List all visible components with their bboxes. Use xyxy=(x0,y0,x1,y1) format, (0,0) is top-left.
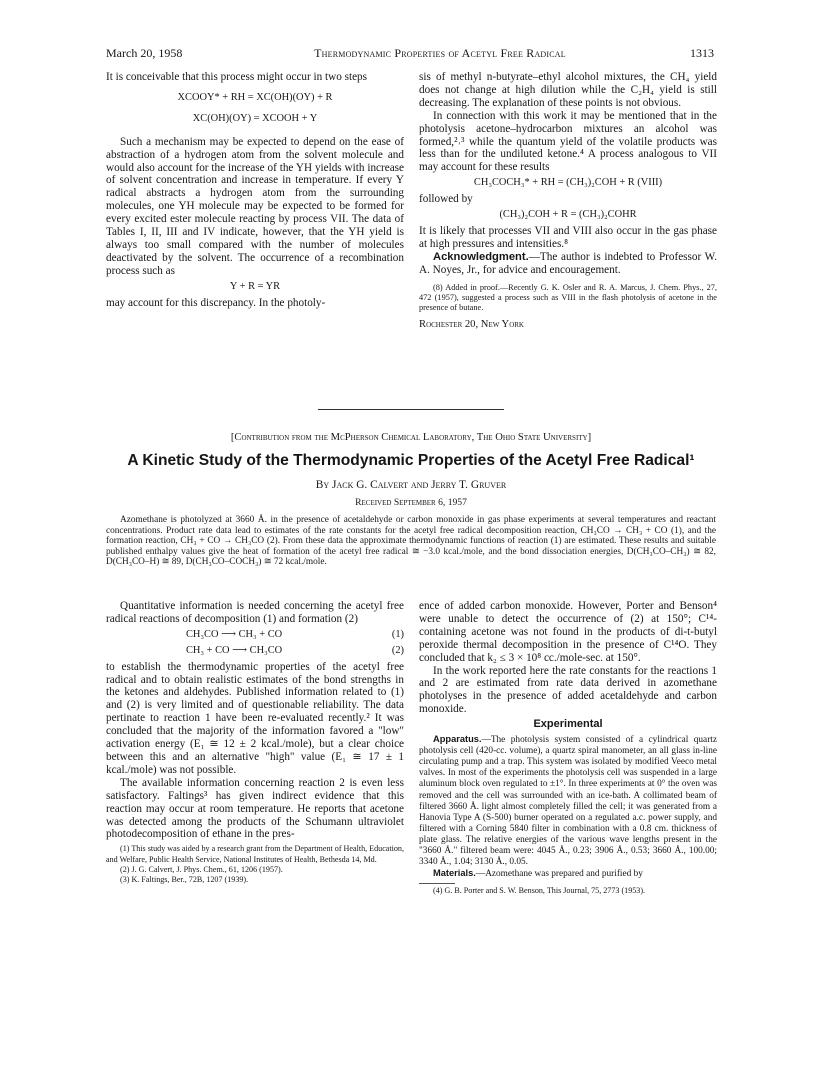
footnote: (1) This study was aided by a research grant from the Department of Health, Education, and Welfare, Public Health Service, National Institutes of Health, Bethesda 14, Md. xyxy=(106,844,404,864)
paragraph: sis of methyl n-butyrate–ethyl alcohol mixtures, the CH₄ yield does not change at high dilution while the C₂H₄ yield is still decreasing. The explanation of these points is not obvious. xyxy=(419,71,717,109)
apparatus-heading: Apparatus. xyxy=(433,734,482,745)
paragraph: In connection with this work it may be mentioned that in the photolysis acetone–hydrocarbon mixtures an alcohol was formed,²˒³ while the quantum yield of the volatile products was less than for the undiluted ketone.⁴ A process analogous to VII may account for these results xyxy=(419,109,717,174)
paragraph: Quantitative information is needed concerning the acetyl free radical reactions of decomposition (1) and formation (2) xyxy=(106,600,404,625)
byline: By Jack G. Calvert and Jerry T. Gruver xyxy=(315,479,507,491)
equation: CH₃CO ⟶ CH₃ + CO xyxy=(186,628,283,640)
paragraph: In the work reported here the rate constants for the reactions 1 and 2 are estimated from rate data derived in azomethane photolyses in the presence of added acetaldehyde and carbon monoxide. xyxy=(419,664,717,716)
footnote: (8) Added in proof.—Recently G. K. Osler and R. A. Marcus, J. Chem. Phys., 27, 472 (1957), suggested a process such as VIII in the flash photolysis of acetone in the presence of butane. xyxy=(419,282,717,312)
section-divider xyxy=(318,409,504,410)
equation-number: (1) xyxy=(391,628,404,640)
paragraph: The available information concerning reaction 2 is even less satisfactory. Faltings³ has given indirect evidence that this reaction may occur at room temperature. He reports that acetone was detected among the products of the Schumann ultraviolet photodecomposition of ethane in the pres- xyxy=(106,776,404,841)
footnote: (3) K. Faltings, Ber., 72B, 1207 (1939). xyxy=(120,874,249,884)
paragraph: ence of added carbon monoxide. However, Porter and Benson⁴ were unable to detect the occurrence of (2) at 150°; C¹⁴-containing acetone was not found in the products of di-t-butyl peroxide thermal decomposition in the presence of C¹⁴O. They concluded that k₂ ≤ 3 × 10⁸ cc./mole-sec. at 150°. xyxy=(419,600,717,664)
footnote: (4) G. B. Porter and S. W. Benson, This Journal, 75, 2773 (1953). xyxy=(433,886,646,896)
equation-row xyxy=(106,645,404,658)
contribution-line: [Contribution from the McPherson Chemical Laboratory, The Ohio State University] xyxy=(230,432,592,443)
acknowledgment xyxy=(419,251,717,277)
top-right-column xyxy=(419,71,717,332)
acknowledgment-text: —The author is indebted to Professor W. A. Noyes, Jr., for advice and encouragement. xyxy=(419,250,717,276)
body-left-column xyxy=(106,600,404,885)
affiliation: Rochester 20, New York xyxy=(419,318,524,330)
paragraph: to establish the thermodynamic properties of the acetyl free radical and to obtain realistic estimates of the bond strengths in the ketones and aldehydes. Published information related to (1) and (2) is very limited and of questionable reliability. The data pertinate to reaction 1 have been re-evaluated recently.² It was concluded that the majority of the information favored a "low" activation energy (E₁ ≅ 12 ± 2 kcal./mole), but a clear choice between this and an alternative "high" value (E₁ ≅ 17 ± 1 kcal./mole) was not possible. xyxy=(106,660,404,776)
equation: CH₃ + CO ⟶ CH₃CO xyxy=(186,644,283,656)
paragraph: It is likely that processes VII and VIII also occur in the gas phase at high pressures and intensities.⁸ xyxy=(419,224,717,250)
paragraph: may account for this discrepancy. In the photoly- xyxy=(106,296,326,309)
equation: CH₃COCH₃* + RH = (CH₃)₂COH + R (VIII) xyxy=(473,177,663,189)
footnote-rule xyxy=(419,883,455,884)
acknowledgment-heading: Acknowledgment. xyxy=(433,250,529,263)
equation: XCOOY* + RH = XC(OH)(OY) + R xyxy=(177,91,333,103)
received-date: Received September 6, 1957 xyxy=(355,497,467,508)
equation: XC(OH)(OY) = XCOOH + Y xyxy=(192,112,318,124)
paragraph: followed by xyxy=(419,193,473,206)
section-heading: Experimental xyxy=(533,718,603,731)
materials-paragraph xyxy=(419,868,717,880)
equation: Y + R = YR xyxy=(229,280,281,292)
apparatus-paragraph xyxy=(419,734,717,868)
footnote: (2) J. G. Calvert, J. Phys. Chem., 61, 1206 (1957). xyxy=(120,864,283,874)
equation-number: (2) xyxy=(391,644,404,656)
article-title: A Kinetic Study of the Thermodynamic Properties of the Acetyl Free Radical¹ xyxy=(127,452,695,469)
materials-text: —Azomethane was prepared and purified by xyxy=(475,869,643,880)
header-page-number: 1313 xyxy=(690,46,714,60)
paragraph: It is conceivable that this process might occur in two steps xyxy=(106,71,367,83)
body-right-column xyxy=(419,600,717,896)
equation: (CH₃)₂COH + R = (CH₃)₂COHR xyxy=(499,209,637,221)
top-left-column xyxy=(106,71,404,310)
paragraph: Such a mechanism may be expected to depend on the ease of abstraction of a hydrogen atom from the solvent molecule and would also account for the increase of the YH yields with increase of solvent concentration and increase in temperature. If every Y radical abstracts a hydrogen atom from the surrounding molecules, one YH molecule may be expected to be formed for every excited ester molecule reacting by process VII. The data of Tables I, II, III and IV indicate, however, that the YH yield is always too small compared with the number of molecules deactivated by the solvent. The occurrence of a recombination process such as xyxy=(106,135,404,277)
header-running-title: Thermodynamic Properties of Acetyl Free Radical xyxy=(314,46,566,60)
abstract: Azomethane is photolyzed at 3660 Å. in the presence of acetaldehyde or carbon monoxide in gas phase experiments at several temperatures and reactant concentrations. Product rate data lead to estimates of the rate constants for the acetyl free radical decomposition reaction, CH₃CO → CH₃ + CO (1), and the formation reaction, CH₃ + CO → CH₃CO (2). From these data the approximate thermodynamic functions of reaction (1) are estimated. These results and suitable published enthalpy values give the heat of formation of the acetyl free radical ≅ −3.0 kcal./mole, and the bond dissociation energies, D(CH₃CO–CH₃) ≅ 82, D(CH₃CO–H) ≅ 89, D(CH₃CO–COCH₃) ≅ 72 kcal./mole. xyxy=(106,515,716,568)
header-date: March 20, 1958 xyxy=(106,46,183,60)
materials-heading: Materials. xyxy=(433,868,476,879)
apparatus-text: —The photolysis system consisted of a cylindrical quartz photolysis cell (420-cc. volume), a quartz spiral manometer, an all glass in-line circulating pump and a trap. This system was isolated by modified Veeco metal valves. In most of the experiments the photolysis cell was suspended in a large aluminum block oven regulated to ±1°. In three experiments at 0° the oven was removed and the cell was surrounded with an ice-bath. A collimated beam of filtered 3660 Å. light almost completely filled the cell; it was generated from a Hanovia Type A (S-500) burner operated on a regulated a.c. power supply, and filtered with a Corning 5840 filter in combination with a 0.8 cm. thickness of plate glass. The relative energies of the various wave lengths present in the "3660 Å." filtered beam were: 4045 Å., 0.23; 3906 Å., 0.53; 3660 Å., 100.00; 3340 Å., 1.04; 3130 Å., 0.05. xyxy=(419,735,717,868)
equation-row xyxy=(106,629,404,642)
